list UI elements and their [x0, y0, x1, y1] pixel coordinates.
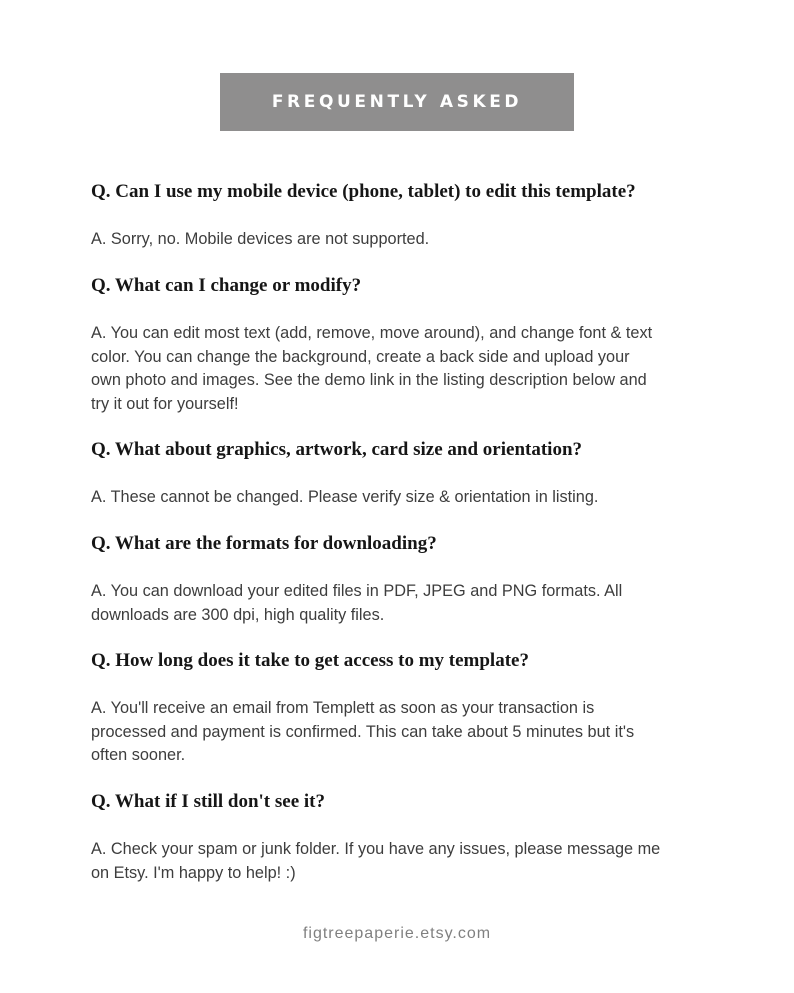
faq-answer-line: A. Sorry, no. Mobile devices are not supported.	[91, 230, 430, 248]
faq-question: Q. What about graphics, artwork, card size and orientation?	[91, 439, 583, 460]
faq-answer-line: processed and payment is confirmed. This can take about 5 minutes but it's	[91, 722, 635, 741]
faq-item	[91, 274, 711, 413]
faq-answer-line: downloads are 300 dpi, high quality files.	[91, 605, 385, 624]
faq-answer	[91, 838, 691, 885]
faq-answer-line: own photo and images. See the demo link in the listing description below and	[91, 371, 647, 390]
header-banner	[220, 73, 574, 131]
footer-shop-url: figtreepaperie.etsy.com	[302, 925, 492, 942]
page-title: FREQUENTLY ASKED	[271, 92, 523, 112]
faq-answer	[91, 322, 691, 416]
faq-answer-line: often sooner.	[91, 746, 186, 765]
faq-answer-line: A. Check your spam or junk folder. If you have any issues, please message me	[91, 840, 661, 858]
faq-answer-line: A. You can download your edited files in PDF, JPEG and PNG formats. All	[91, 582, 623, 600]
faq-answer-line: color. You can change the background, create a back side and upload your	[91, 347, 630, 366]
faq-question: Q. What if I still don't see it?	[91, 791, 325, 812]
faq-answer	[91, 697, 691, 768]
faq-answer-line: try it out for yourself!	[91, 394, 239, 413]
faq-item	[91, 649, 711, 765]
faq-item	[91, 532, 711, 624]
faq-item	[91, 790, 711, 882]
faq-item	[91, 438, 711, 506]
faq-answer	[91, 228, 691, 252]
faq-answer-line: A. You'll receive an email from Templett as soon as your transaction is	[91, 699, 595, 717]
faq-answer	[91, 580, 691, 627]
faq-answer-line: on Etsy. I'm happy to help! :)	[91, 863, 296, 882]
faq-item	[91, 180, 711, 248]
faq-answer	[91, 486, 691, 510]
faq-answer-line: A. These cannot be changed. Please verify size & orientation in listing.	[91, 488, 599, 506]
faq-question: Q. Can I use my mobile device (phone, tablet) to edit this template?	[91, 181, 636, 202]
faq-question: Q. How long does it take to get access to my template?	[91, 650, 529, 671]
faq-question: Q. What can I change or modify?	[91, 275, 362, 296]
faq-question: Q. What are the formats for downloading?	[91, 533, 437, 554]
faq-answer-line: A. You can edit most text (add, remove, move around), and change font & text	[91, 324, 653, 342]
